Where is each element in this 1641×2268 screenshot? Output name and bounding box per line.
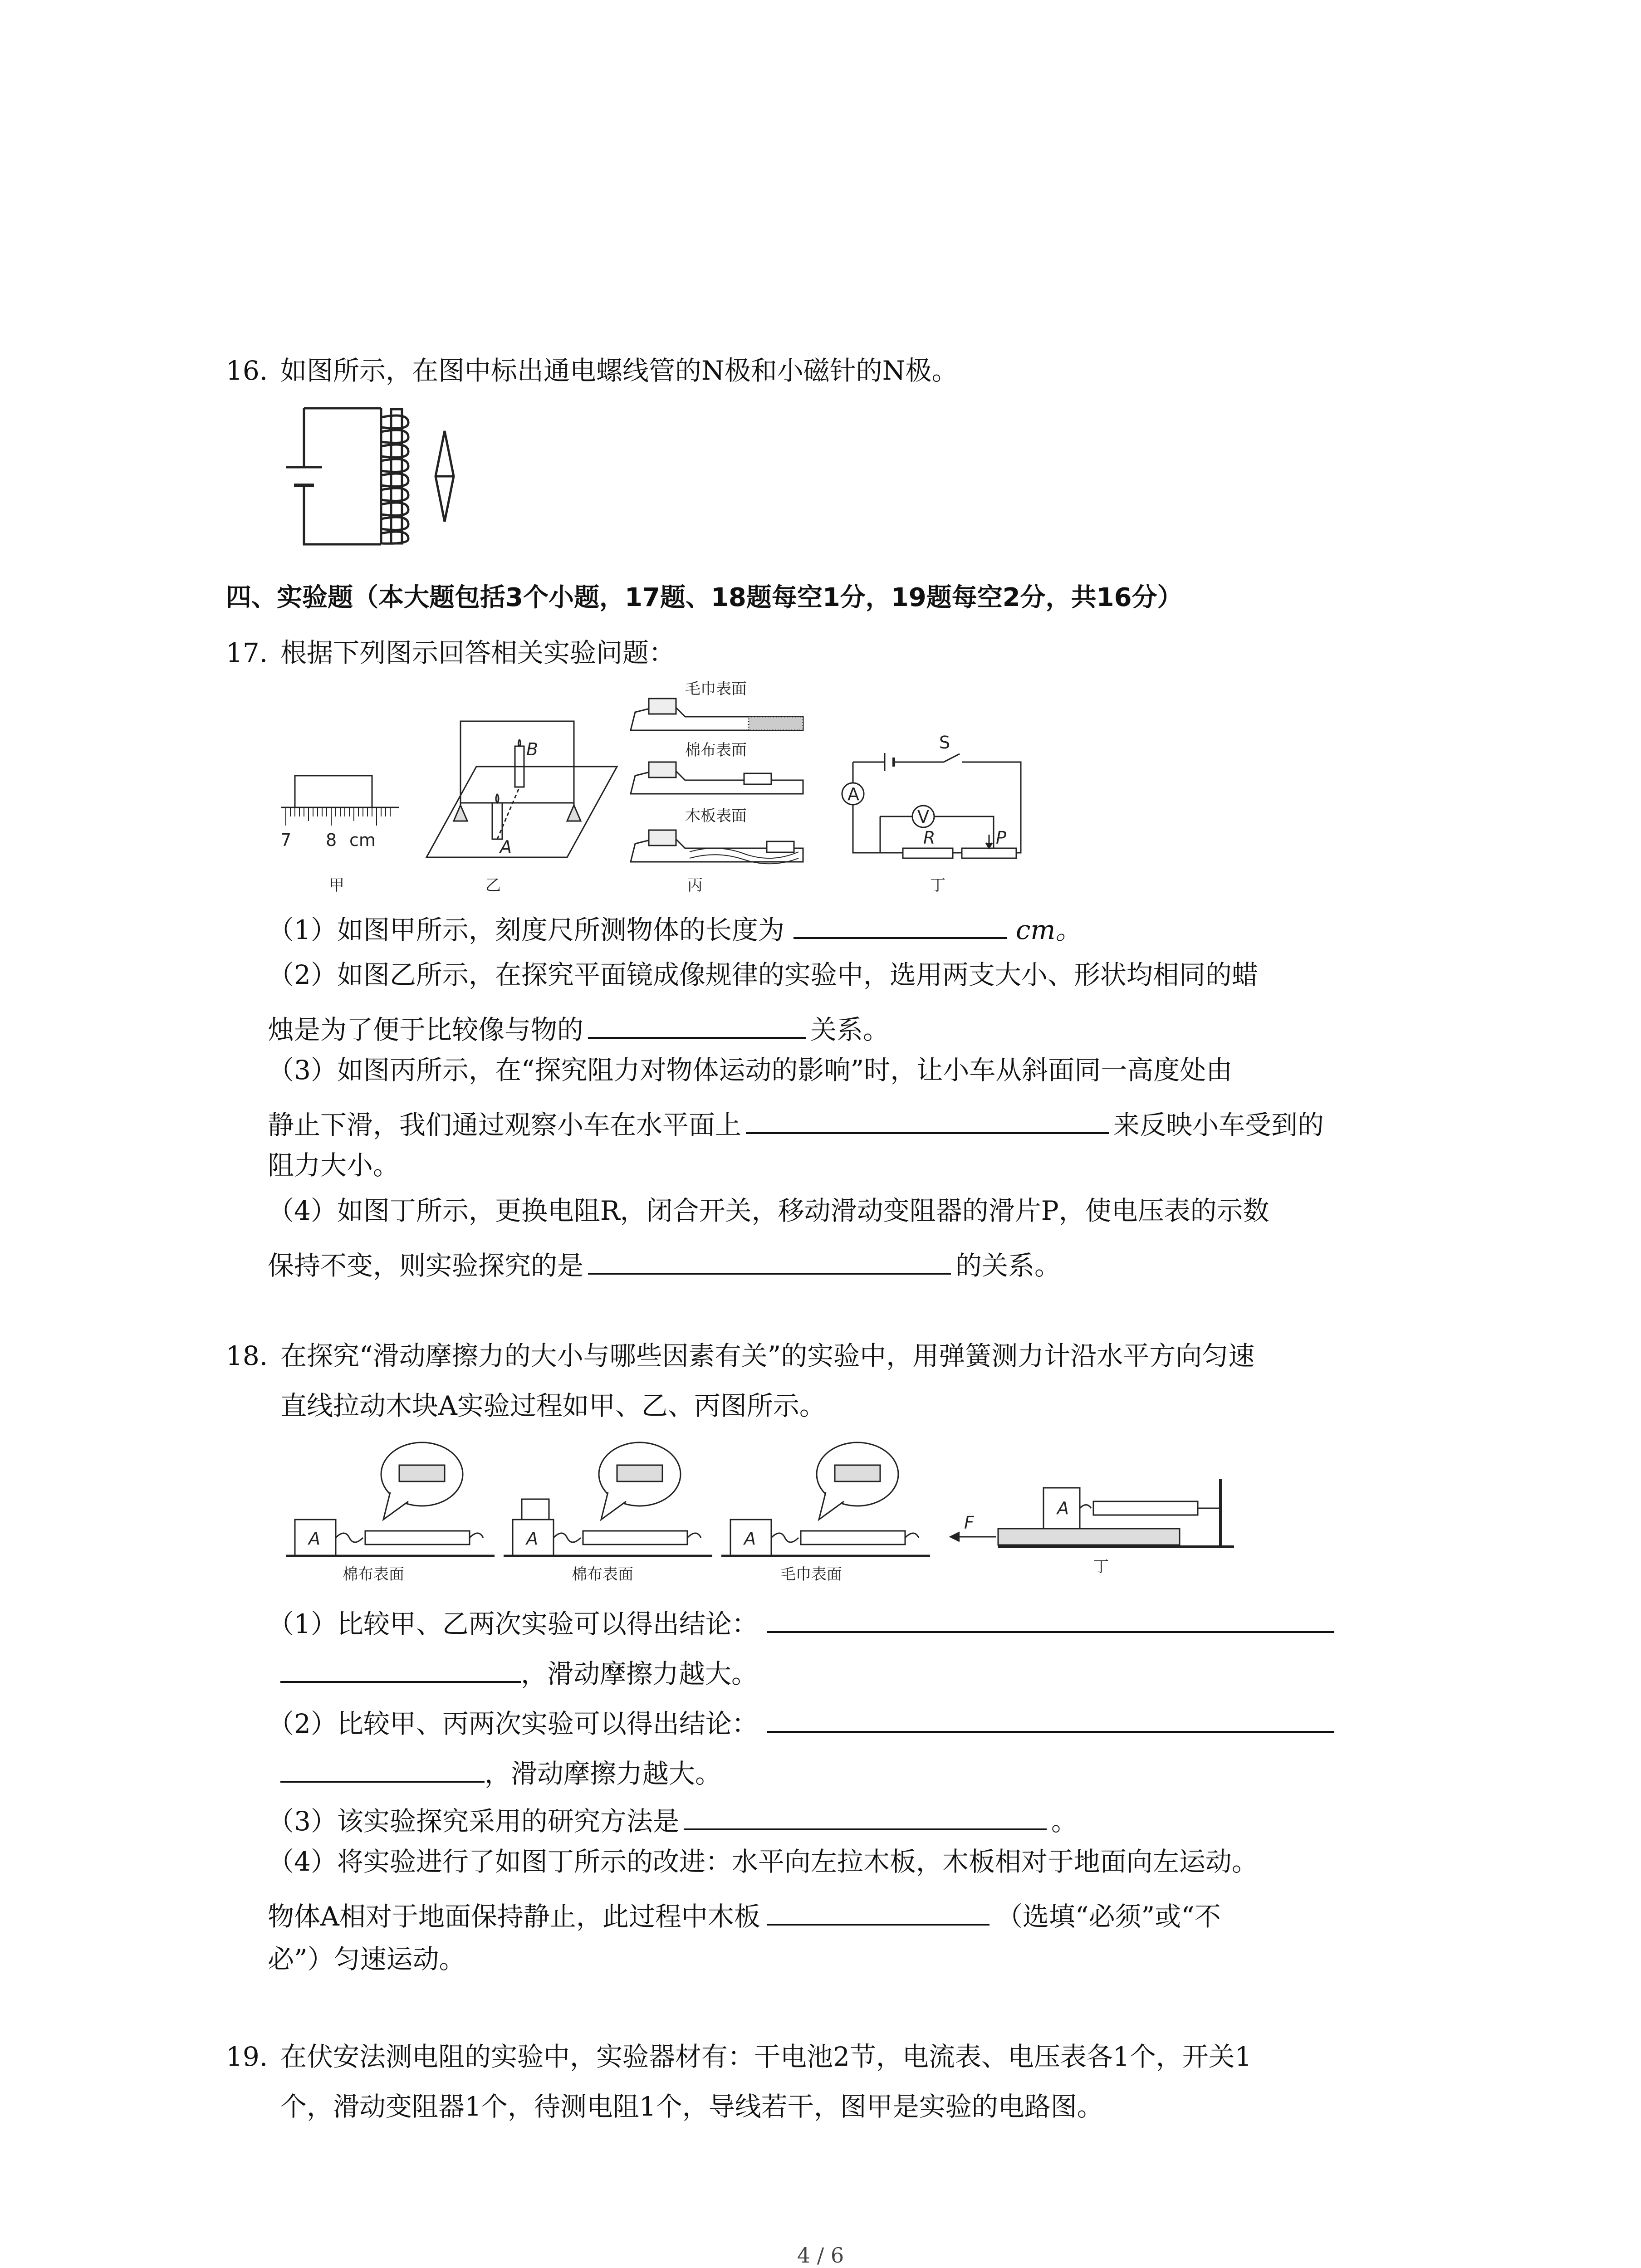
q17-part4a: （4）如图丁所示，更换电阻R，闭合开关，移动滑动变阻器的滑片P，使电压表的示数 [268, 1195, 1269, 1226]
q18-part2a: （2）比较甲、丙两次实验可以得出结论： [268, 1706, 1334, 1737]
svg-text:丙: 丙 [687, 876, 703, 894]
q16-number: 16. [226, 355, 268, 386]
circuit-voltmeter-label: V [917, 807, 929, 827]
circuit-resistor-label: R [923, 828, 936, 848]
q18-number: 18. [226, 1340, 268, 1371]
answer-blank[interactable] [794, 912, 1007, 939]
q17-part3a: （3）如图丙所示，在“探究阻力对物体运动的影响”时，让小车从斜面同一高度处由 [268, 1055, 1233, 1085]
q19-number: 19. [226, 2041, 268, 2072]
fig-ding-caption [844, 873, 1034, 896]
friction-caption-2: 棉布表面 [572, 1565, 633, 1584]
q18-part4a: （4）将实验进行了如图丁所示的改进：水平向左拉木板，木板相对于地面向左运动。 [268, 1846, 1258, 1877]
friction-figure-1 [286, 1438, 495, 1583]
surface-cotton-label: 棉布表面 [685, 741, 747, 759]
ruler-figure [277, 771, 404, 862]
fig-yi-caption [422, 873, 622, 896]
answer-blank[interactable] [280, 1755, 485, 1783]
circuit-slider-label: P [996, 828, 1006, 848]
q18-part3: （3）该实验探究采用的研究方法是 。 [268, 1803, 1078, 1834]
friction-figure-3 [721, 1438, 930, 1583]
circuit-ammeter-label: A [847, 784, 859, 804]
answer-blank[interactable] [588, 1012, 806, 1039]
answer-blank[interactable] [746, 1107, 1109, 1134]
friction-caption-3: 毛巾表面 [780, 1565, 842, 1584]
q16-text: 如图所示，在图中标出通电螺线管的N极和小磁针的N极。 [280, 355, 958, 386]
answer-blank[interactable] [684, 1803, 1047, 1830]
answer-blank[interactable] [767, 1706, 1334, 1733]
ruler-label-7: 7 [280, 830, 292, 850]
candle-label-a: A [500, 837, 512, 857]
q17-part2a: （2）如图乙所示，在探究平面镜成像规律的实验中，选用两支大小、形状均相同的蜡 [268, 959, 1258, 990]
q19-text-a: 在伏安法测电阻的实验中，实验器材有：干电池2节，电流表、电压表各1个，开关1 [280, 2041, 1252, 2072]
q17-part3b: 静止下滑，我们通过观察小车在水平面上 来反映小车受到的 [268, 1107, 1324, 1138]
answer-blank[interactable] [280, 1656, 521, 1683]
circuit-switch-label: S [939, 733, 950, 753]
friction-caption-1: 棉布表面 [343, 1565, 404, 1584]
surface-towel-label: 毛巾表面 [685, 680, 747, 698]
q17-part1: （1）如图甲所示，刻度尺所测物体的长度为 cm。 [268, 912, 1082, 943]
q18-part4b: 物体A相对于地面保持静止，此过程中木板 （选填“必须”或“不 [268, 1898, 1221, 1930]
q18-part1a: （1）比较甲、乙两次实验可以得出结论： [268, 1606, 1334, 1637]
block-label: A [744, 1529, 756, 1549]
fig-jia-caption [277, 873, 404, 896]
friction-figure-ding [944, 1470, 1243, 1583]
q17-part4b: 保持不变，则实验探究的是 的关系。 [268, 1247, 1061, 1279]
q17-part3c: 阻力大小。 [268, 1150, 400, 1181]
block-label: A [526, 1529, 538, 1549]
page-number: 4 / 6 [797, 2243, 844, 2268]
q19-text-b: 个，滑动变阻器1个，待测电阻1个，导线若干，图甲是实验的电路图。 [280, 2091, 1103, 2122]
ruler-label-8: 8 [326, 830, 337, 850]
q17-number: 17. [226, 637, 268, 668]
q18-text-b: 直线拉动木块A实验过程如甲、乙、丙图所示。 [280, 1390, 826, 1421]
candle-label-b: B [526, 739, 539, 759]
solenoid-figure [272, 399, 463, 553]
block-label: A [309, 1529, 320, 1549]
ramp-figure [617, 680, 821, 880]
answer-blank[interactable] [767, 1606, 1334, 1633]
fig-ding-caption-18: 丁 [1093, 1558, 1109, 1576]
block-label-ding: A [1057, 1498, 1069, 1518]
friction-figure-2 [504, 1438, 712, 1583]
q17-text: 根据下列图示回答相关实验问题： [280, 637, 676, 668]
answer-blank[interactable] [767, 1898, 989, 1926]
answer-blank[interactable] [588, 1247, 951, 1275]
force-label: F [964, 1513, 974, 1533]
svg-text:乙: 乙 [485, 876, 501, 894]
svg-text:甲: 甲 [329, 876, 344, 894]
q17-part2b: 烛是为了便于比较像与物的 关系。 [268, 1012, 889, 1043]
mirror-candle-figure [422, 712, 622, 866]
q18-text-a: 在探究“滑动摩擦力的大小与哪些因素有关”的实验中，用弹簧测力计沿水平方向匀速 [280, 1340, 1255, 1371]
q18-part2b: ，滑动摩擦力越大。 [280, 1755, 721, 1787]
q18-part4c: 必”）匀速运动。 [268, 1944, 465, 1975]
q18-part1b: ，滑动摩擦力越大。 [280, 1656, 758, 1687]
fig-bing-caption [617, 873, 821, 896]
circuit-figure [844, 735, 1034, 866]
svg-text:丁: 丁 [930, 876, 945, 894]
section-title: 四、实验题（本大题包括3个小题，17题、18题每空1分，19题每空2分，共16分） [226, 583, 1183, 612]
ruler-label-cm: cm [349, 830, 376, 850]
surface-wood-label: 木板表面 [685, 807, 747, 825]
